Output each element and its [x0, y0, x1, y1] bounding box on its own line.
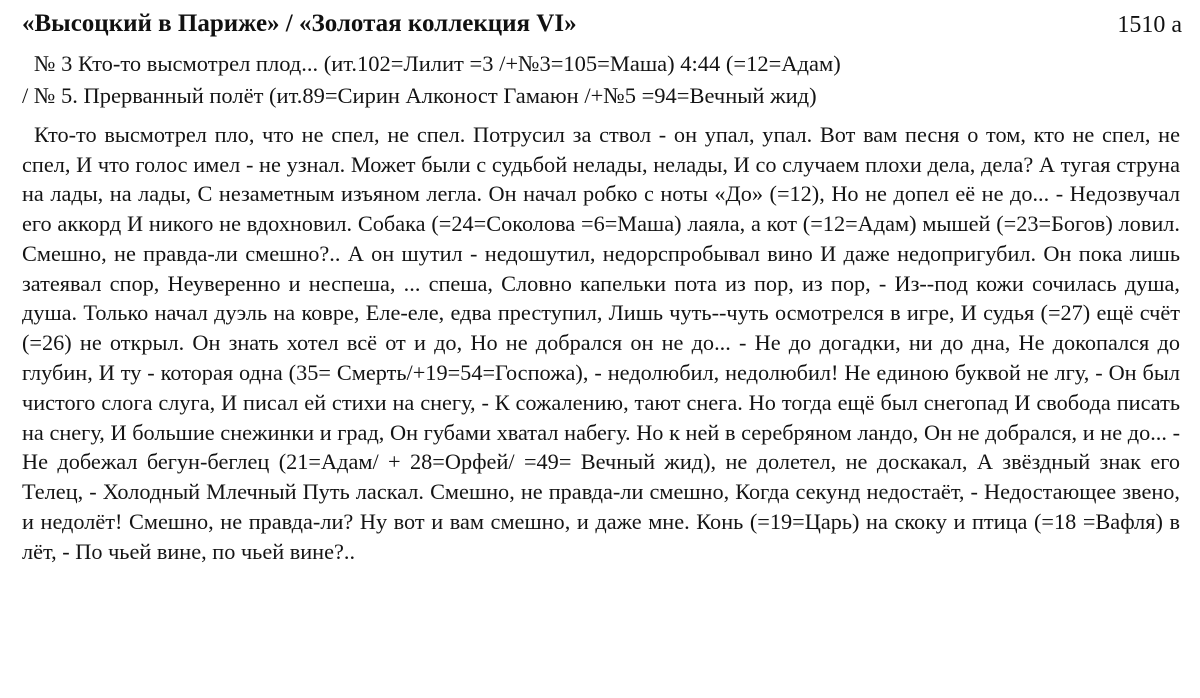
- body-text: [22, 120, 1180, 566]
- page-number: 1510 a: [1117, 12, 1182, 38]
- document-header: [22, 10, 1182, 39]
- subtitle-block: [22, 48, 1182, 112]
- subtitle-line-2: / № 5. Прерванный полёт (ит.89=Сирин Алконост Гамаюн /+№5 =94=Вечный жид): [22, 82, 817, 108]
- page-title: «Высоцкий в Париже» / «Золотая коллекция VI»: [22, 10, 577, 37]
- subtitle-line-1: № 3 Кто-то высмотрел плод... (ит.102=Лилит =3 /+№3=105=Маша) 4:44 (=12=Адам): [34, 51, 841, 76]
- body-paragraph: Кто-то высмотрел пло, что не спел, не спел. Потрусил за ствол - он упал, упал. Вот вам песня о том, кто не спел, не спел, И что голос имел - не узнал. Может были с судьбой нелады, нелады, И со случаем плохи дела, дела? А тугая струна на лады, на лады, С незаметным изъяном легла. Он начал робко с ноты «До» (=12), Но не допел её не до... - Недозвучал его аккорд И никого не вдохновил. Собака (=24=Соколова =6=Маша) лаяла, а кот (=12=Адам) мышей (=23=Богов) ловил. Смешно, не правда-ли смешно?.. А он шутил - недошутил, недорспробывал вино И даже недопригубил. Он пока лишь затеявал спор, Неуверенно и неспеша, ... спеша, Словно капельки пота из пор, из пор, - Из--под кожи сочилась душа, душа. Только начал дуэль на ковре, Еле-еле, едва преступил, Лишь чуть--чуть осмотрелся в игре, И судья (=27) ещё счёт (=26) не открыл. Он знать хотел всё от и до, Но не добрался он не до... - Не до догадки, ни до дна, Не докопался до глубин, И ту - которая одна (35= Смерть/+19=54=Госпожа), - недолюбил, недолюбил! Не единою буквой не лгу, - Он был чистого слога слуга, И писал ей стихи на снегу, - К сожалению, тают снега. Но тогда ещё был снегопад И свобода писать на снегу, И большие снежинки и град, Он губами хватал набегу. Но к ней в серебряном ландо, Он не добрался, и не до... - Не добежал бегун-беглец (21=Адам/ + 28=Орфей/ =49= Вечный жид), не долетел, не доскакал, А звёздный знак его Телец, - Холодный Млечный Путь ласкал. Смешно, не правда-ли смешно, Когда секунд недостаёт, - Недостающее звено, и недолёт! Смешно, не правда-ли? Ну вот и вам смешно, и даже мне. Конь (=19=Царь) на скоку и птица (=18 =Вафля) в лёт, - По чьей вине, по чьей вине?..: [22, 121, 1180, 564]
